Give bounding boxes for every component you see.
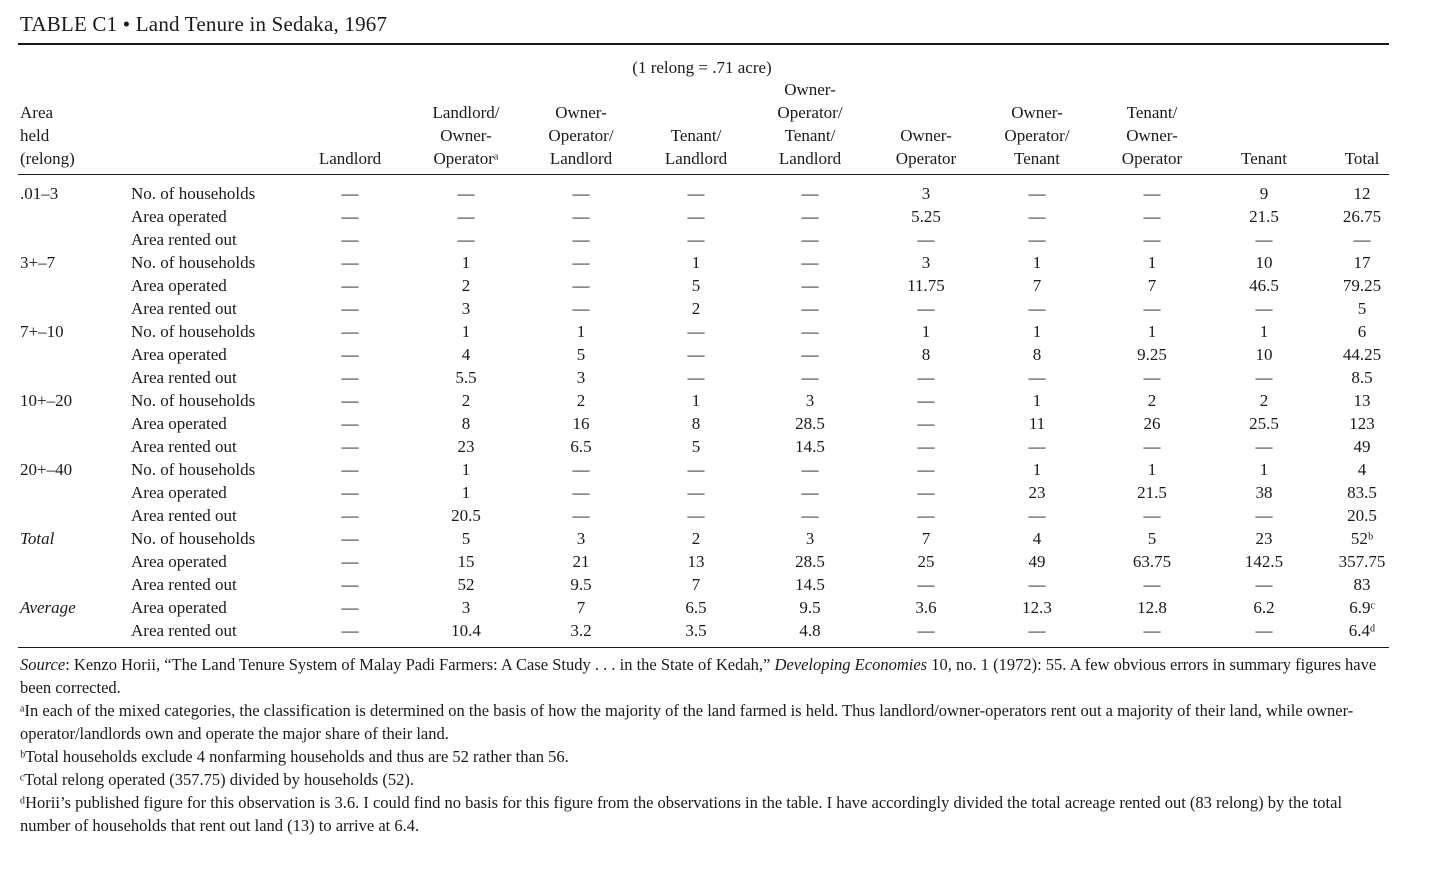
table-cell: 3 xyxy=(576,368,586,387)
table-cell: — xyxy=(801,207,819,226)
table-cell: 1 xyxy=(1147,322,1157,341)
table-cell: 5 xyxy=(461,529,471,548)
table-cell: 28.5 xyxy=(795,414,825,433)
row-label: No. of households xyxy=(131,460,256,479)
table-cell: — xyxy=(1255,299,1273,318)
table-cell: — xyxy=(457,207,475,226)
area-header-line: Area xyxy=(20,103,54,122)
table-cell: 7 xyxy=(691,575,701,594)
source-note xyxy=(20,653,1390,699)
table-cell: — xyxy=(1143,184,1161,203)
table-cell: — xyxy=(341,276,359,295)
table-cell: 2 xyxy=(1147,391,1157,410)
table-cell: — xyxy=(341,575,359,594)
table-cell: — xyxy=(341,460,359,479)
table-cell: — xyxy=(801,276,819,295)
table-cell: 8 xyxy=(1032,345,1042,364)
table-cell: — xyxy=(1028,299,1046,318)
table-subtitle: (1 relong = .71 acre) xyxy=(632,58,772,77)
table-cell: — xyxy=(341,345,359,364)
table-cell: 83 xyxy=(1353,575,1371,594)
table-cell: 1 xyxy=(1032,322,1042,341)
column-header-1: Owner- xyxy=(440,126,492,145)
table-cell: — xyxy=(572,253,590,272)
table-cell: 5 xyxy=(691,437,701,456)
table-cell: — xyxy=(457,230,475,249)
table-cell: 13 xyxy=(687,552,705,571)
table-cell: 1 xyxy=(1032,391,1042,410)
table-cell: 25.5 xyxy=(1249,414,1279,433)
table-cell: — xyxy=(687,483,705,502)
row-label: Area rented out xyxy=(131,299,237,318)
table-cell: 3 xyxy=(461,299,471,318)
table-cell: — xyxy=(687,207,705,226)
table-cell: — xyxy=(572,506,590,525)
table-cell: 28.5 xyxy=(795,552,825,571)
table-cell: 2 xyxy=(461,276,471,295)
table-cell: — xyxy=(341,598,359,617)
header-rule xyxy=(18,174,1389,175)
table-cell: — xyxy=(1255,230,1273,249)
table-cell: — xyxy=(801,460,819,479)
table-cell: 1 xyxy=(1032,253,1042,272)
footnote-d: ᵈHorii’s published figure for this observation is 3.6. I could find no basis for this figure from the observations in the table. I have accordingly divided the total acreage rented out (83 relong) by the total number of households that rent out land (13) to arrive at 6.4. xyxy=(20,793,1343,835)
row-label: Area rented out xyxy=(131,621,237,640)
table-cell: — xyxy=(917,483,935,502)
table-cell: 7 xyxy=(576,598,586,617)
table-cell: 2 xyxy=(1259,391,1269,410)
table-cell: — xyxy=(1143,437,1161,456)
table-cell: 6.2 xyxy=(1253,598,1275,617)
table-cell: 21.5 xyxy=(1249,207,1279,226)
table-cell: — xyxy=(917,414,935,433)
table-cell: 2 xyxy=(576,391,586,410)
table-cell: 14.5 xyxy=(795,437,825,456)
table-cell: 4 xyxy=(461,345,471,364)
table-cell: — xyxy=(687,368,705,387)
column-header-3: Tenant/ xyxy=(670,126,722,145)
table-cell: 46.5 xyxy=(1249,276,1279,295)
table-cell: 12.8 xyxy=(1137,598,1167,617)
table-cell: 38 xyxy=(1255,483,1273,502)
table-cell: 25 xyxy=(917,552,935,571)
row-label: Area rented out xyxy=(131,506,237,525)
group-label: 20+–40 xyxy=(20,460,73,479)
area-header-line: held xyxy=(20,126,50,145)
footnote-a: ᵃIn each of the mixed categories, the classification is determined on the basis of how the majority of the land farmed is held. Thus landlord/owner-operators rent out a majority of their land, while owner-operator/landlords own and operate the major share of their land. xyxy=(20,701,1354,743)
table-cell: 1 xyxy=(576,322,586,341)
column-header-4: Landlord xyxy=(778,149,842,168)
table-cell: 3 xyxy=(921,184,931,203)
table-cell: — xyxy=(341,506,359,525)
table-cell: 10.4 xyxy=(451,621,481,640)
row-label: No. of households xyxy=(131,529,256,548)
table-cell: 8.5 xyxy=(1351,368,1373,387)
table-cell: — xyxy=(572,460,590,479)
column-header-1: Landlord/ xyxy=(432,103,500,122)
table-cell: 49 xyxy=(1028,552,1046,571)
table-cell: — xyxy=(1143,230,1161,249)
table-cell: 8 xyxy=(461,414,471,433)
table-cell: 6.5 xyxy=(570,437,592,456)
table-cell: — xyxy=(801,345,819,364)
table-cell: 5 xyxy=(691,276,701,295)
column-header-9: Total xyxy=(1344,149,1380,168)
table-cell: 6 xyxy=(1357,322,1367,341)
table-cell: 1 xyxy=(691,391,701,410)
source-text-pre: : Kenzo Horii, “The Land Tenure System of Malay Padi Farmers: A Case Study . . . in the State of Kedah,” xyxy=(65,655,775,674)
row-label: Area operated xyxy=(131,598,227,617)
footnote-b: ᵇTotal households exclude 4 nonfarming households and thus are 52 rather than 56. xyxy=(20,747,569,766)
group-label: Total xyxy=(20,529,55,548)
table-cell: 21.5 xyxy=(1137,483,1167,502)
table-cell: 9.5 xyxy=(570,575,592,594)
row-label: Area operated xyxy=(131,483,227,502)
column-header-5: Operator xyxy=(895,149,957,168)
table-cell: — xyxy=(1143,506,1161,525)
group-label: Average xyxy=(20,598,76,617)
table-cell: 1 xyxy=(1147,460,1157,479)
table-cell: — xyxy=(801,322,819,341)
table-cell: — xyxy=(1255,621,1273,640)
table-cell: 5 xyxy=(576,345,586,364)
table-cell: 1 xyxy=(1032,460,1042,479)
column-header-7: Owner- xyxy=(1126,126,1178,145)
column-header-2: Landlord xyxy=(549,149,613,168)
table-cell: 142.5 xyxy=(1244,552,1284,571)
table-cell: — xyxy=(457,184,475,203)
table-cell: 1 xyxy=(461,253,471,272)
row-label: Area operated xyxy=(131,414,227,433)
row-label: No. of households xyxy=(131,391,256,410)
table-cell: 5 xyxy=(1147,529,1157,548)
table-cell: 8 xyxy=(691,414,701,433)
table-cell: — xyxy=(341,368,359,387)
table-cell: 5 xyxy=(1357,299,1367,318)
table-notes xyxy=(20,653,1390,837)
table-cell: 52 xyxy=(457,575,475,594)
table-cell: 2 xyxy=(461,391,471,410)
table-cell: 3 xyxy=(805,529,815,548)
table-cell: — xyxy=(917,391,935,410)
column-header-4: Owner- xyxy=(784,80,836,99)
table-cell: — xyxy=(341,414,359,433)
table-cell: — xyxy=(1028,437,1046,456)
table-cell: — xyxy=(341,483,359,502)
table-cell: — xyxy=(341,253,359,272)
table-cell: 23 xyxy=(1255,529,1273,548)
table-cell: — xyxy=(801,230,819,249)
source-text-post: 10, no. 1 (1972): 55. A few obvious errors in summary figures have been corrected. xyxy=(20,655,1377,697)
table-cell: — xyxy=(1255,575,1273,594)
table-cell: 1 xyxy=(1259,460,1269,479)
table-cell: 1 xyxy=(1147,253,1157,272)
table-cell: 8 xyxy=(921,345,931,364)
table-cell: — xyxy=(1255,437,1273,456)
table-cell: 21 xyxy=(572,552,590,571)
table-cell: — xyxy=(917,575,935,594)
table-cell: — xyxy=(1028,184,1046,203)
table-cell: — xyxy=(1143,368,1161,387)
table-cell: 4 xyxy=(1032,529,1042,548)
table-cell: — xyxy=(341,621,359,640)
table-cell: 83.5 xyxy=(1347,483,1377,502)
table-cell: — xyxy=(917,230,935,249)
column-header-1: Operatorᵃ xyxy=(433,149,499,168)
table-cell: 123 xyxy=(1349,414,1375,433)
table-cell: — xyxy=(341,322,359,341)
row-label: Area rented out xyxy=(131,575,237,594)
table-cell: — xyxy=(341,230,359,249)
table-cell: — xyxy=(917,299,935,318)
column-header-8: Tenant xyxy=(1240,149,1288,168)
group-label: 3+–7 xyxy=(20,253,56,272)
table-cell: 12 xyxy=(1353,184,1371,203)
table-cell: 49 xyxy=(1353,437,1371,456)
table-cell: 10 xyxy=(1255,253,1273,272)
table-cell: 11 xyxy=(1028,414,1046,433)
table-cell: — xyxy=(1143,621,1161,640)
table-cell: — xyxy=(341,552,359,571)
table-cell: 1 xyxy=(691,253,701,272)
table-cell: — xyxy=(572,299,590,318)
table-cell: 79.25 xyxy=(1342,276,1382,295)
table-cell: — xyxy=(917,621,935,640)
table-cell: — xyxy=(1255,368,1273,387)
table-cell: 2 xyxy=(691,299,701,318)
row-label: Area rented out xyxy=(131,368,237,387)
table-cell: 4 xyxy=(1357,460,1367,479)
table-cell: 14.5 xyxy=(795,575,825,594)
table-cell: 11.75 xyxy=(907,276,945,295)
table-cell: 7 xyxy=(1147,276,1157,295)
table-cell: 20.5 xyxy=(451,506,481,525)
table-cell: — xyxy=(801,253,819,272)
table-cell: — xyxy=(1143,299,1161,318)
table-cell: 9.5 xyxy=(799,598,821,617)
source-label: Source xyxy=(20,655,66,674)
table-cell: — xyxy=(917,506,935,525)
table-cell: — xyxy=(1028,207,1046,226)
table-cell: 5.25 xyxy=(911,207,941,226)
table-cell: — xyxy=(687,230,705,249)
table-cell: — xyxy=(1028,621,1046,640)
column-header-2: Owner- xyxy=(555,103,607,122)
table-cell: — xyxy=(687,345,705,364)
table-cell: 2 xyxy=(691,529,701,548)
table-cell: — xyxy=(1028,506,1046,525)
table-cell: — xyxy=(801,368,819,387)
column-header-4: Tenant/ xyxy=(784,126,836,145)
table-cell: — xyxy=(687,322,705,341)
row-label: Area rented out xyxy=(131,230,237,249)
table-cell: 1 xyxy=(461,460,471,479)
table-cell: — xyxy=(572,230,590,249)
table-cell: 7 xyxy=(921,529,931,548)
group-label: 10+–20 xyxy=(20,391,73,410)
row-label: Area operated xyxy=(131,276,227,295)
table-cell: — xyxy=(572,207,590,226)
table-cell: — xyxy=(917,460,935,479)
table-cell: — xyxy=(341,391,359,410)
table-cell: 3 xyxy=(576,529,586,548)
table-cell: — xyxy=(687,506,705,525)
column-header-2: Operator/ xyxy=(548,126,614,145)
table-cell: 6.4ᵈ xyxy=(1348,621,1376,640)
column-header-7: Tenant/ xyxy=(1126,103,1178,122)
table-cell: 16 xyxy=(572,414,590,433)
table-cell: 1 xyxy=(1259,322,1269,341)
table-cell: 4.8 xyxy=(799,621,821,640)
table-cell: 20.5 xyxy=(1347,506,1377,525)
group-label: 7+–10 xyxy=(20,322,64,341)
table-cell: — xyxy=(572,184,590,203)
group-label: .01–3 xyxy=(20,184,59,203)
row-label: Area operated xyxy=(131,207,227,226)
table-cell: — xyxy=(687,460,705,479)
row-label: Area operated xyxy=(131,345,227,364)
row-label: No. of households xyxy=(131,322,256,341)
column-header-6: Operator/ xyxy=(1004,126,1070,145)
table-cell: — xyxy=(1143,575,1161,594)
table-cell: — xyxy=(1255,506,1273,525)
table-cell: 3 xyxy=(921,253,931,272)
table-cell: — xyxy=(917,368,935,387)
table-cell: — xyxy=(687,184,705,203)
table-cell: — xyxy=(801,299,819,318)
column-header-0: Landlord xyxy=(318,149,382,168)
bottom-rule xyxy=(18,647,1389,648)
table-cell: — xyxy=(572,276,590,295)
table-cell: 3.5 xyxy=(685,621,707,640)
table-cell: 63.75 xyxy=(1132,552,1172,571)
table-cell: 17 xyxy=(1353,253,1371,272)
column-header-4: Operator/ xyxy=(777,103,843,122)
table-cell: 23 xyxy=(457,437,475,456)
table-cell: 26.75 xyxy=(1342,207,1382,226)
table-cell: 5.5 xyxy=(455,368,477,387)
table-cell: 1 xyxy=(921,322,931,341)
table-cell: — xyxy=(801,506,819,525)
table-cell: 7 xyxy=(1032,276,1042,295)
table-cell: — xyxy=(801,184,819,203)
row-label: No. of households xyxy=(131,253,256,272)
table-title: TABLE C1 • Land Tenure in Sedaka, 1967 xyxy=(20,12,388,36)
table-cell: 23 xyxy=(1028,483,1046,502)
top-rule xyxy=(18,43,1389,45)
column-header-6: Tenant xyxy=(1013,149,1061,168)
table-cell: 6.5 xyxy=(685,598,707,617)
table-cell: 3.2 xyxy=(570,621,592,640)
table-cell: — xyxy=(341,184,359,203)
table-cell: — xyxy=(1028,575,1046,594)
table-cell: 12.3 xyxy=(1022,598,1052,617)
table-cell: 3.6 xyxy=(915,598,937,617)
table-cell: — xyxy=(1028,368,1046,387)
table-cell: 3 xyxy=(461,598,471,617)
table-cell: 10 xyxy=(1255,345,1273,364)
column-header-3: Landlord xyxy=(664,149,728,168)
table-cell: 1 xyxy=(461,322,471,341)
table-cell: 52ᵇ xyxy=(1350,529,1374,548)
table-cell: — xyxy=(341,529,359,548)
column-header-6: Owner- xyxy=(1011,103,1063,122)
footnote-c: ᶜTotal relong operated (357.75) divided by households (52). xyxy=(20,770,414,789)
table-cell: 3 xyxy=(805,391,815,410)
table-cell: — xyxy=(572,483,590,502)
table-cell: — xyxy=(341,437,359,456)
table-cell: 9 xyxy=(1259,184,1269,203)
area-header-line: (relong) xyxy=(20,149,75,168)
source-journal: Developing Economies xyxy=(774,655,928,674)
table-cell: — xyxy=(1353,230,1371,249)
table-cell: 26 xyxy=(1143,414,1161,433)
table-cell: 6.9ᶜ xyxy=(1349,598,1375,617)
table-cell: 15 xyxy=(457,552,475,571)
column-header-5: Owner- xyxy=(900,126,952,145)
table-cell: — xyxy=(341,299,359,318)
table-cell: 9.25 xyxy=(1137,345,1167,364)
row-label: Area operated xyxy=(131,552,227,571)
row-label: No. of households xyxy=(131,184,256,203)
table-cell: — xyxy=(341,207,359,226)
table-cell: 44.25 xyxy=(1342,345,1382,364)
table-cell: — xyxy=(917,437,935,456)
table-cell: — xyxy=(801,483,819,502)
table-cell: 357.75 xyxy=(1338,552,1386,571)
table-cell: 1 xyxy=(461,483,471,502)
table-cell: — xyxy=(1028,230,1046,249)
table-cell: — xyxy=(1143,207,1161,226)
table-cell: 13 xyxy=(1353,391,1371,410)
row-label: Area rented out xyxy=(131,437,237,456)
column-header-7: Operator xyxy=(1121,149,1183,168)
